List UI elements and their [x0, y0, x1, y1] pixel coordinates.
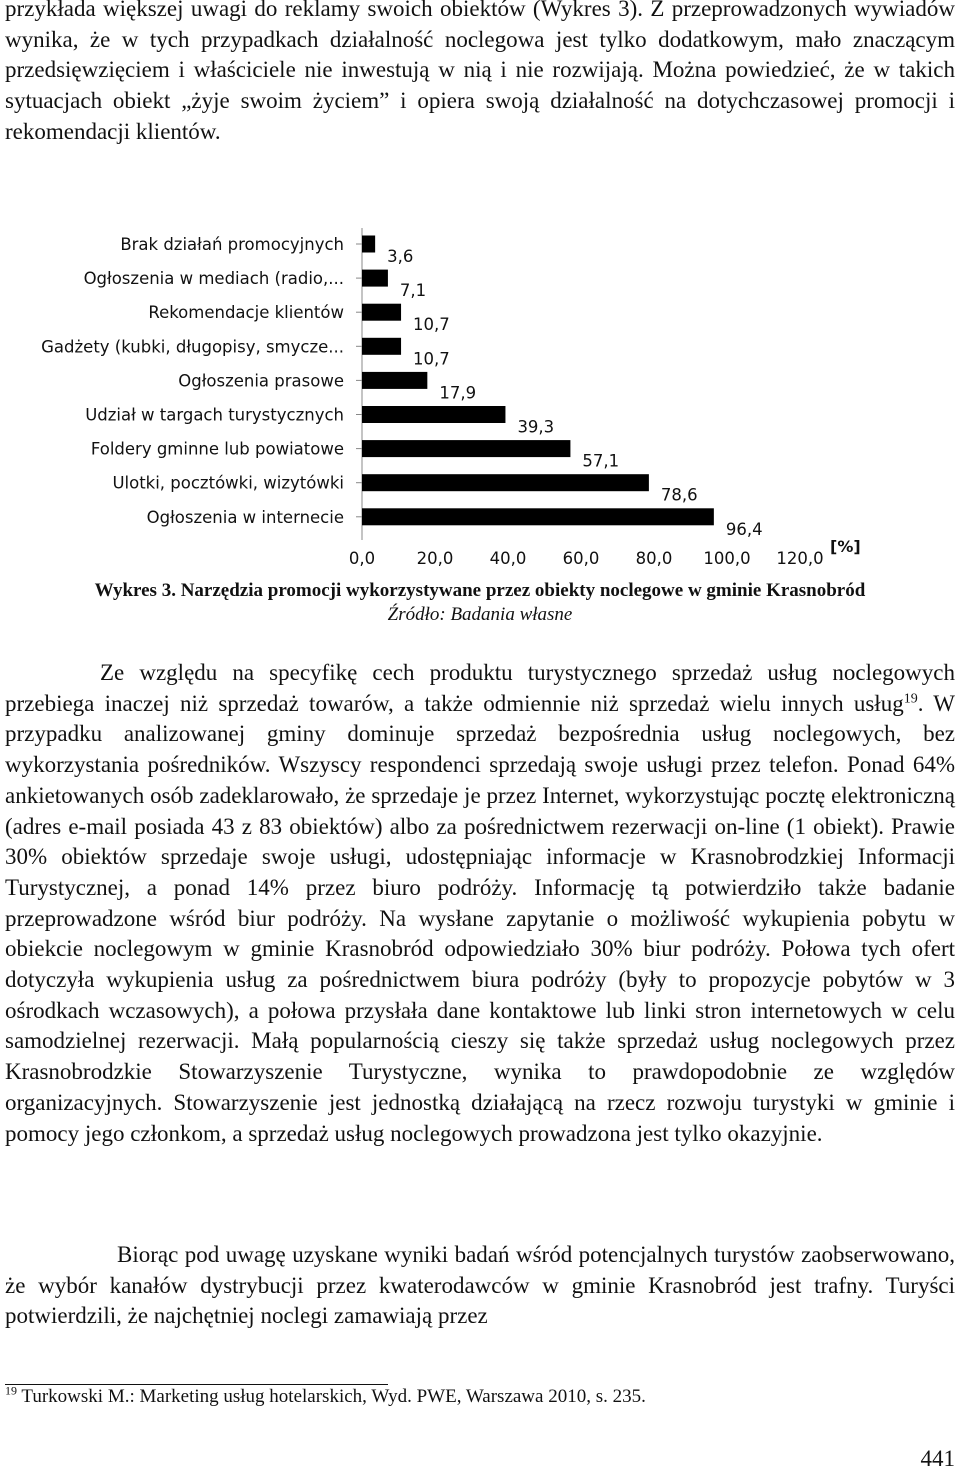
data-label-8: 96,4 — [725, 519, 763, 539]
bar-2 — [362, 304, 401, 321]
data-label-0: 3,6 — [387, 247, 414, 266]
page-number: 441 — [920, 1446, 955, 1471]
bar-8 — [362, 508, 714, 525]
bar-6 — [362, 440, 570, 457]
figure-caption: Wykres 3. Narzędzia promocji wykorzystywane przez obiekty noclegowe w gminie Krasnobród — [94, 580, 866, 601]
bar-7 — [362, 474, 649, 491]
bar-5 — [362, 406, 505, 423]
data-label-3: 10,7 — [413, 349, 450, 369]
data-label-4: 17,9 — [439, 383, 477, 403]
category-label-6: Foldery gminne lub powiatowe — [90, 439, 344, 459]
bar-0 — [362, 236, 375, 253]
category-label-2: Rekomendacje klientów — [148, 303, 344, 323]
body-paragraph-1: przykłada większej uwagi do reklamy swoich obiektów (Wykres 3). Z przeprowadzonych wywiadów wynika, że w tych przypadkach działalność noclegowa jest tylko dodatkowym, mało znaczącym przedsięwzięciem i właściciele nie inwestują w nią i nie rozwijają. Można powiedzieć, że w takich sytuacjach obiekt „żyje swoim życiem” i opiera swoją działalność na dotychczasowej promocji i rekomendacji klientów. — [5, 0, 955, 144]
category-label-1: Ogłoszenia w mediach (radio,... — [83, 269, 344, 289]
x-tick-label-4: 80,0 — [635, 549, 673, 568]
category-label-3: Gadżety (kubki, długopisy, smycze... — [41, 337, 344, 357]
footnote-number: 19 — [5, 1383, 17, 1398]
x-tick-label-5: 100,0 — [703, 549, 751, 568]
category-label-8: Ogłoszenia w internecie — [146, 507, 344, 527]
paragraph-2-text-b: . W przypadku analizowanej gminy dominuje sprzedaż bezpośrednia usług noclegowych, bez wykorzystania pośredników. Wszyscy respondenci sprzedają swoje usługi przez telefon. Ponad 64% ankietowanych osób zadeklarowało, że sprzedaje je przez Internet, wykorzystując pocztę elektroniczną (adres e-mail posiada 43 z 83 obiektów) albo za pośrednictwem rezerwacji on-line (1 obiekt). Prawie 30% obiektów sprzedaje swoje usługi, udostępniając informacje w Krasnobrodzkiej Informacji Turystycznej, a ponad 14% przez biuro podróży. Informację tą potwierdziło także badanie przeprowadzone wśród biur podróży. Na wysłane zapytanie o możliwość wykupienia pobytu w obiekcie noclegowym w gminie Krasnobród odpowiedziało 30% biur podróży. Połowa tych ofert dotyczyła wykupienia usług za pośrednictwem biura podróży (były to propozycje pobytów w 3 ośrodkach wczasowych), a połowa przysłała dane kontaktowe lub linki stron internetowych w celu samodzielnej rezerwacji. Małą popularnością cieszy się także sprzedaż usług noclegowych przez Krasnobrodzkie Stowarzyszenie Turystyczne, wynika to prawdopodobnie ze względów organizacyjnych. Stowarzyszenie jest jednostką działającą na rzecz rozwoju turystyki w gminie i pomocy jego członkom, a sprzedaż usług noclegowych prowadzona jest tylko okazyjnie. — [5, 690, 955, 1146]
paragraph-2-text-a: Ze względu na specyfikę cech produktu turystycznego sprzedaż usług noclegowych przebiega inaczej niż sprzedaż towarów, a także odmiennie niż sprzedaż wielu innych usług — [5, 660, 955, 716]
x-tick-label-6: 120,0 — [776, 549, 824, 568]
x-tick-label-2: 40,0 — [489, 549, 527, 568]
figure-source: Źródło: Badania własne — [387, 604, 573, 625]
bar-3 — [362, 338, 401, 355]
category-label-5: Udział w targach turystycznych — [85, 405, 344, 425]
data-label-7: 78,6 — [660, 485, 698, 505]
x-tick-label-0: 0,0 — [348, 549, 376, 568]
data-label-1: 7,1 — [399, 281, 427, 301]
bar-4 — [362, 372, 427, 389]
bar-chart-svg — [0, 222, 960, 582]
category-label-7: Ulotki, pocztówki, wizytówki — [112, 473, 344, 493]
data-label-2: 10,7 — [413, 315, 450, 335]
body-paragraph-2 — [5, 658, 955, 1149]
x-tick-label-3: 60,0 — [562, 549, 600, 568]
category-label-0: Brak działań promocyjnych — [120, 235, 344, 254]
bar-chart — [0, 222, 960, 582]
footnote-reference: 19 — [903, 691, 918, 707]
data-label-6: 57,1 — [582, 451, 620, 471]
body-paragraph-3: Biorąc pod uwagę uzyskane wyniki badań wśród potencjalnych turystów zaobserwowano, że wybór kanałów dystrybucji przez kwaterodawców w gminie Krasnobród jest trafny. Turyści potwierdzili, że najchętniej noclegi zamawiają przez — [5, 1242, 955, 1329]
category-label-4: Ogłoszenia prasowe — [178, 371, 344, 391]
footnote-text: Turkowski M.: Marketing usług hotelarskich, Wyd. PWE, Warszawa 2010, s. 235. — [17, 1386, 646, 1407]
data-label-5: 39,3 — [517, 417, 555, 437]
footnote — [5, 1383, 955, 1408]
bar-1 — [362, 270, 388, 287]
footnote-rule — [5, 1384, 388, 1385]
x-tick-label-1: 20,0 — [416, 549, 454, 568]
x-axis-unit-label: [%] — [830, 537, 861, 556]
